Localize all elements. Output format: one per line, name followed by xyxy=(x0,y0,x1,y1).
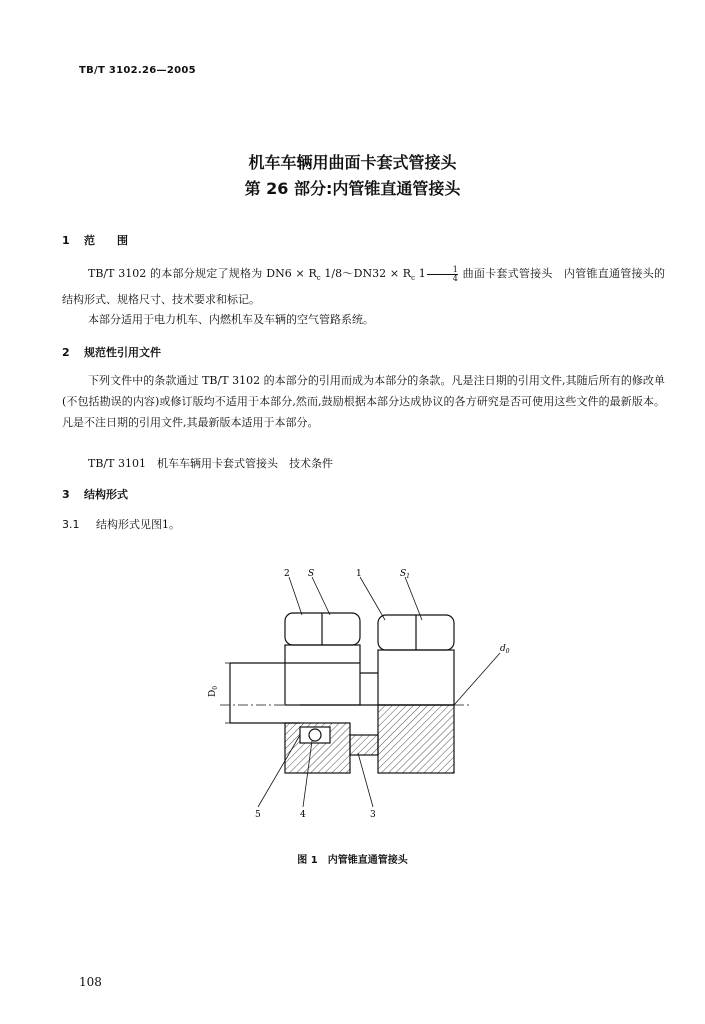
label-d0: $d_0$ xyxy=(500,644,510,655)
body-body xyxy=(378,650,454,705)
section-1-paragraph-1: TB/T 3102 的本部分规定了规格为 $DN6 \times R_c$ 1/8～DN32 × $R_c$ 1 $\frac{1}{4}$ 曲面卡套式管接头 内管锥直通管接头的结构形式、规格尺寸、技术要求和标记。 xyxy=(62,264,666,307)
section-number: 1 xyxy=(62,234,70,247)
label-3: 3 xyxy=(370,810,376,820)
body-section xyxy=(378,705,454,773)
fitting-drawing xyxy=(200,565,530,825)
seal-ring xyxy=(309,729,321,741)
neck-section xyxy=(350,735,378,755)
section-2-paragraph: 下列文件中的条款通过 TB/T 3102 的本部分的引用而成为本部分的条款。凡是注日期的引用文件,其随后所有的修改单(不包括勘误的内容)或修订版均不适用于本部分,然而,鼓励根据本部分达成协议的各方研究是否可使用这些文件的最新版本。凡是不注日期的引用文件,其最新版本适用于本部分。 xyxy=(62,374,665,429)
nut-body xyxy=(285,645,360,705)
document-title: 机车车辆用曲面卡套式管接头 xyxy=(248,153,457,172)
section-3-1: 3.1 结构形式见图1。 xyxy=(62,518,180,531)
label-D0: $D_0$ xyxy=(208,685,219,697)
fraction: $\frac{1}{4}$ xyxy=(427,266,458,283)
label-4: 4 xyxy=(300,810,306,820)
label-5: 5 xyxy=(255,810,261,820)
section-1-paragraph-2: 本部分适用于电力机车、内燃机车及车辆的空气管路系统。 xyxy=(88,313,374,326)
section-number: 2 xyxy=(62,346,70,359)
section-title: 结构形式 xyxy=(84,488,128,501)
section-1-heading xyxy=(62,232,128,248)
standard-code: TB/T 3102.26—2005 xyxy=(79,65,196,76)
label-1: 1 xyxy=(356,569,362,579)
page-number: 108 xyxy=(79,975,102,989)
label-S1: $S_1$ xyxy=(400,569,410,580)
section-number: 3 xyxy=(62,488,70,501)
document-subtitle: 第 26 部分:内管锥直通管接头 xyxy=(244,179,461,198)
label-2: 2 xyxy=(284,569,290,579)
figure-caption: 图 1 内管锥直通管接头 xyxy=(297,855,408,866)
normative-reference: TB/T 3101 机车车辆用卡套式管接头 技术条件 xyxy=(88,457,333,470)
section-title: 规范性引用文件 xyxy=(84,346,161,359)
section-title: 范 围 xyxy=(84,234,128,247)
section-3-heading xyxy=(62,486,128,502)
label-S: S xyxy=(308,569,315,579)
section-2-heading xyxy=(62,344,161,360)
